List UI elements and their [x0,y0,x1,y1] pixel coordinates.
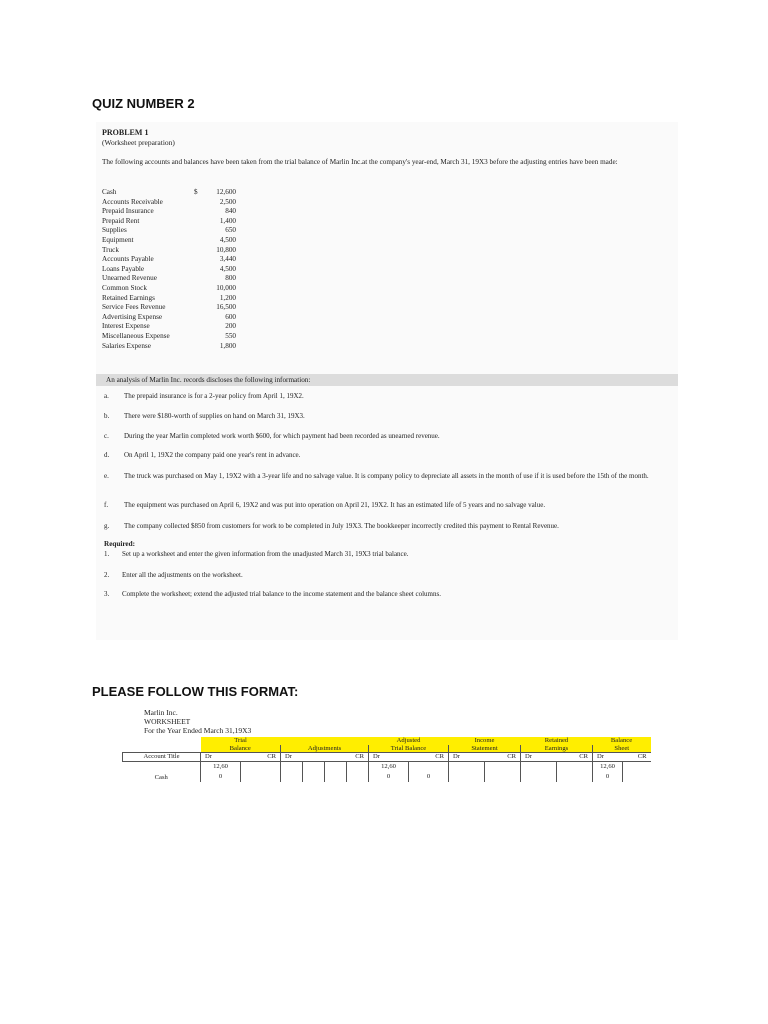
empty-cell [303,761,325,772]
empty-cell [303,772,325,782]
quiz-title: QUIZ NUMBER 2 [92,96,195,111]
empty-cell [557,761,593,772]
analysis-item-e [104,472,672,481]
group-balance-line2: Sheet [593,745,651,753]
account-name: Common Stock [102,283,147,292]
account-row [102,198,282,208]
empty-cell [623,772,651,782]
adjusted-cr-cell: 0 [409,772,449,782]
item-letter: e. [104,472,109,480]
item-text: During the year Marlin completed work worth $600, for which payment had been recorded as unearned revenue. [124,432,440,440]
account-row [102,226,282,236]
required-text: Set up a worksheet and enter the given information from the unadjusted March 31, 19X3 trial balance. [122,550,409,558]
group-retained-line2: Earnings [521,745,593,753]
analysis-item-a [104,392,672,401]
account-name: Retained Earnings [102,293,155,302]
worksheet-name: WORKSHEET [144,717,191,726]
trial-cr-header: CR [241,753,281,762]
empty-cell [241,772,281,782]
account-name: Cash [102,188,117,196]
account-row [102,294,282,304]
format-title: PLEASE FOLLOW THIS FORMAT: [92,684,299,699]
account-amount: 600 [225,312,236,321]
group-balance-line1: Balance [593,737,651,745]
required-num: 3. [104,590,110,598]
table-row [123,772,651,782]
analysis-item-g [104,522,672,531]
account-amount: 3,440 [219,255,236,264]
required-title: Required: [104,540,136,548]
account-row [102,342,282,352]
account-row [102,255,282,265]
empty-cell [623,761,651,772]
income-cr-header: CR [485,753,521,762]
account-row [102,322,282,332]
account-row [102,217,282,227]
analysis-header: An analysis of Marlin Inc. records discloses the following information: [96,374,678,386]
problem-title: PROBLEM 1 [102,128,149,137]
adjustments-cr-header: CR [325,753,369,762]
account-amount: 1,200 [219,293,236,302]
worksheet-subheader-row [123,753,651,762]
item-text: The truck was purchased on May 1, 19X2 with a 3-year life and no salvage value. It is company policy to depreciate all assets in the month of use if it is used before the 15th of the month. [124,472,649,480]
account-row [102,246,282,256]
empty-cell [325,761,347,772]
trial-dr-cell-top: 12,60 [201,761,241,772]
worksheet-period: For the Year Ended March 31,19X3 [144,726,252,735]
worksheet-group-header-row-1 [123,737,651,745]
required-text: Complete the worksheet; extend the adjusted trial balance to the income statement and the balance sheet columns. [122,590,441,598]
account-amount: 4,500 [219,235,236,244]
account-name: Unearned Revenue [102,274,157,283]
account-amount: 10,000 [216,283,236,292]
account-amount: 840 [225,207,236,216]
adjusted-dr-cell-top: 12,60 [369,761,409,772]
account-row [102,207,282,217]
account-name: Supplies [102,226,127,235]
account-row [102,274,282,284]
required-item-3 [104,590,672,599]
retained-dr-header: Dr [521,753,557,762]
balance-dr-header: Dr [593,753,623,762]
account-title-header: Account Title [123,753,201,762]
required-item-2 [104,571,672,580]
balance-cr-header: CR [623,753,651,762]
required-num: 1. [104,550,110,558]
analysis-item-b [104,412,672,421]
account-amount: 4,500 [219,264,236,273]
account-name: Accounts Payable [102,255,154,264]
account-amount: 16,500 [216,303,236,312]
account-name: Equipment [102,235,134,244]
empty-cell [485,772,521,782]
accounts-list [102,188,282,351]
group-retained-line1: Retained [521,737,593,745]
account-amount: 800 [225,274,236,283]
adjusted-dr-header: Dr [369,753,409,762]
income-dr-header: Dr [449,753,485,762]
currency-symbol: $ [194,188,198,196]
empty-cell [347,761,369,772]
item-letter: a. [104,392,109,400]
empty-cell [557,772,593,782]
item-text: On April 1, 19X2 the company paid one year's rent in advance. [124,451,301,459]
empty-cell [281,772,303,782]
item-text: The equipment was purchased on April 6, 19X2 and was put into operation on April 21, 19X2. It has an estimated life of 5 years and no salvage value. [124,501,546,509]
worksheet-group-header-row-2 [123,745,651,753]
analysis-item-c [104,432,672,441]
group-income-line2: Statement [449,745,521,753]
account-name: Truck [102,245,119,254]
required-item-1 [104,550,672,559]
account-row [102,265,282,275]
account-cash-cell: Cash [154,774,168,781]
group-adjusted-line1: Adjusted [369,737,449,745]
empty-cell [409,761,449,772]
account-row [102,236,282,246]
account-amount: 10,800 [216,245,236,254]
account-name: Advertising Expense [102,312,163,321]
account-row [102,313,282,323]
empty-cell [241,761,281,772]
item-letter: g. [104,522,110,530]
account-name: Loans Payable [102,264,145,273]
problem-image [96,122,678,640]
account-row [102,303,282,313]
account-amount: 1,400 [219,216,236,225]
item-text: The company collected $850 from customers for work to be completed in July 19X3. The bookkeeper incorrectly credited this payment to Rental Revenue. [124,522,559,530]
account-name: Prepaid Rent [102,216,140,225]
problem-intro: The following accounts and balances have been taken from the trial balance of Marlin Inc.at the company's year-end, March 31, 19X3 before the adjusting entries have been made: [102,158,618,166]
table-row [123,761,651,772]
empty-cell [123,745,201,753]
account-amount: 550 [225,331,236,340]
empty-cell [325,772,347,782]
empty-cell [123,761,201,772]
account-name: Interest Expense [102,322,150,331]
account-amount: 200 [225,322,236,331]
item-text: There were $180-worth of supplies on hand on March 31, 19X3. [124,412,305,420]
balance-dr-cell-top: 12,60 [593,761,623,772]
empty-cell [449,761,485,772]
account-row [102,332,282,342]
adjusted-dr-cell-bottom: 0 [369,772,409,782]
empty-cell [521,772,557,782]
retained-cr-header: CR [557,753,593,762]
account-name: Miscellaneous Expense [102,331,170,340]
required-num: 2. [104,571,110,579]
account-amount: 1,800 [219,341,236,350]
analysis-item-f [104,501,672,510]
empty-cell [485,761,521,772]
item-letter: d. [104,451,110,459]
item-letter: f. [104,501,109,509]
adjustments-dr-header: Dr [281,753,325,762]
account-name: Salaries Expense [102,341,151,350]
account-amount: 12,600 [216,188,236,196]
problem-subtitle: (Worksheet preparation) [102,138,175,147]
trial-dr-cell-bottom: 0 [201,772,241,782]
item-letter: c. [104,432,109,440]
empty-cell [281,761,303,772]
adjusted-cr-header: CR [409,753,449,762]
account-amount: 650 [225,226,236,235]
account-name: Service Fees Revenue [102,303,166,312]
required-text: Enter all the adjustments on the worksheet. [122,571,243,579]
item-letter: b. [104,412,110,420]
group-adjustments-line1 [281,737,369,745]
balance-dr-cell-bottom: 0 [593,772,623,782]
empty-cell [123,737,201,745]
group-adjustments-line2: Adjustments [281,745,369,753]
account-name: Accounts Receivable [102,197,163,206]
account-row [102,188,282,198]
worksheet-table [122,737,651,782]
account-name: Prepaid Insurance [102,207,154,216]
account-row [102,284,282,294]
group-adjusted-line2: Trial Balance [369,745,449,753]
empty-cell [521,761,557,772]
group-trial-line1: Trial [201,737,281,745]
account-amount: 2,500 [219,197,236,206]
analysis-item-d [104,451,672,460]
empty-cell [347,772,369,782]
worksheet-company: Marlin Inc. [144,708,178,717]
group-income-line1: Income [449,737,521,745]
item-text: The prepaid insurance is for a 2-year policy from April 1, 19X2. [124,392,304,400]
trial-dr-header: Dr [201,753,241,762]
group-trial-line2: Balance [201,745,281,753]
empty-cell [449,772,485,782]
